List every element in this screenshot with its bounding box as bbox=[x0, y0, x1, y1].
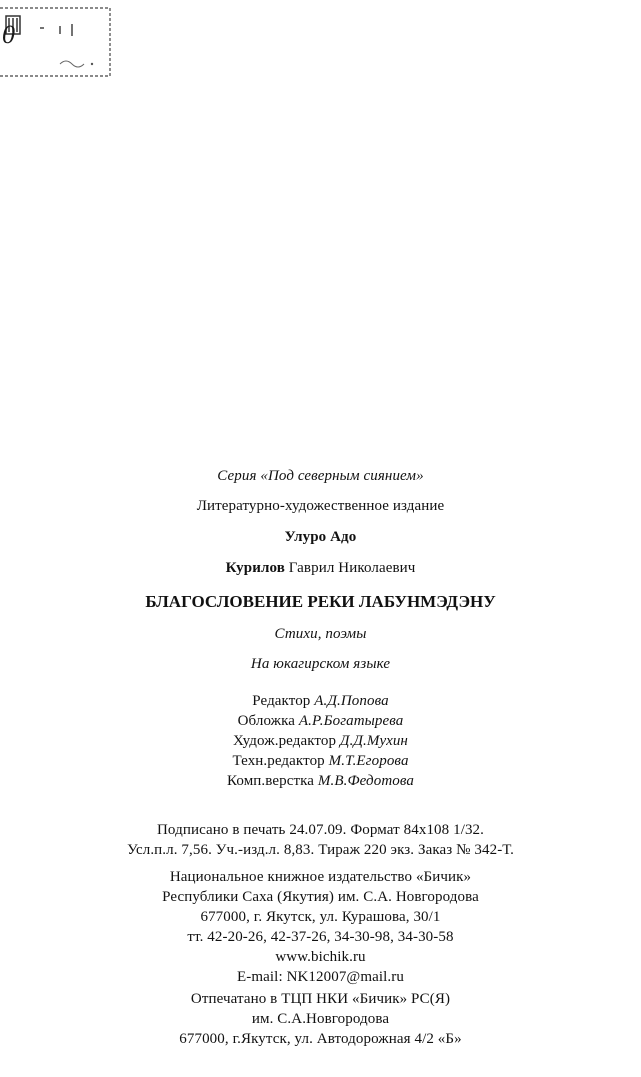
credit-role: Обложка bbox=[237, 713, 299, 729]
credit-line-editor bbox=[0, 691, 641, 711]
printer-line: 677000, г.Якутск, ул. Автодорожная 4/2 «Б» bbox=[179, 1031, 462, 1047]
credit-role: Комп.верстка bbox=[227, 773, 318, 789]
genre-line: Стихи, поэмы bbox=[274, 626, 367, 642]
author-surname: Курилов bbox=[225, 560, 285, 576]
credit-name: А.Р.Богатырева bbox=[298, 713, 404, 729]
print-info-line: Подписано в печать 24.07.09. Формат 84x108 1/32. bbox=[156, 822, 485, 838]
publisher-line: E-mail: NK12007@mail.ru bbox=[237, 969, 404, 985]
credit-role: Редактор bbox=[252, 693, 315, 709]
publisher-line: Республики Саха (Якутия) им. С.А. Новгородова bbox=[162, 889, 479, 905]
language-line: На юкагирском языке bbox=[250, 656, 391, 672]
series-line: Серия «Под северным сиянием» bbox=[217, 468, 424, 484]
credit-name: А.Д.Попова bbox=[314, 693, 389, 709]
library-stamp bbox=[0, 0, 114, 82]
printer-info bbox=[0, 989, 641, 1049]
credit-name: М.Т.Егорова bbox=[328, 753, 409, 769]
pen-name: Улуро Адо bbox=[284, 529, 357, 545]
credit-role: Техн.редактор bbox=[232, 753, 329, 769]
credit-line-layout bbox=[0, 771, 641, 791]
printer-line: им. С.А.Новгородова bbox=[251, 1011, 390, 1027]
print-info-line: Усл.п.л. 7,56. Уч.-изд.л. 8,83. Тираж 220 экз. Заказ № 342-Т. bbox=[127, 842, 514, 858]
author-name bbox=[0, 558, 641, 578]
credit-line-tech-editor bbox=[0, 751, 641, 771]
credit-role: Худож.редактор bbox=[233, 733, 340, 749]
printer-line: Отпечатано в ТЦП НКИ «Бичик» РС(Я) bbox=[190, 991, 451, 1007]
stamp-frame-graphic bbox=[0, 0, 114, 82]
publisher-line: тт. 42-20-26, 42-37-26, 34-30-98, 34-30-58 bbox=[187, 929, 454, 945]
credit-line-cover bbox=[0, 711, 641, 731]
publisher-line: Национальное книжное издательство «Бичик» bbox=[169, 869, 472, 885]
stamp-number: 0 bbox=[2, 20, 15, 49]
edition-type: Литературно-художественное издание bbox=[196, 498, 445, 514]
print-info bbox=[0, 820, 641, 860]
publisher-line: 677000, г. Якутск, ул. Курашова, 30/1 bbox=[200, 909, 441, 925]
credit-line-art-editor bbox=[0, 731, 641, 751]
credits-list bbox=[0, 691, 641, 791]
credit-name: М.В.Федотова bbox=[317, 773, 414, 789]
book-title: БЛАГОСЛОВЕНИЕ РЕКИ ЛАБУНМЭДЭНУ bbox=[145, 592, 496, 611]
credit-name: Д.Д.Мухин bbox=[339, 733, 408, 749]
author-given-names: Гаврил Николаевич bbox=[284, 560, 416, 576]
publisher-line: www.bichik.ru bbox=[275, 949, 366, 965]
publisher-info bbox=[0, 867, 641, 987]
